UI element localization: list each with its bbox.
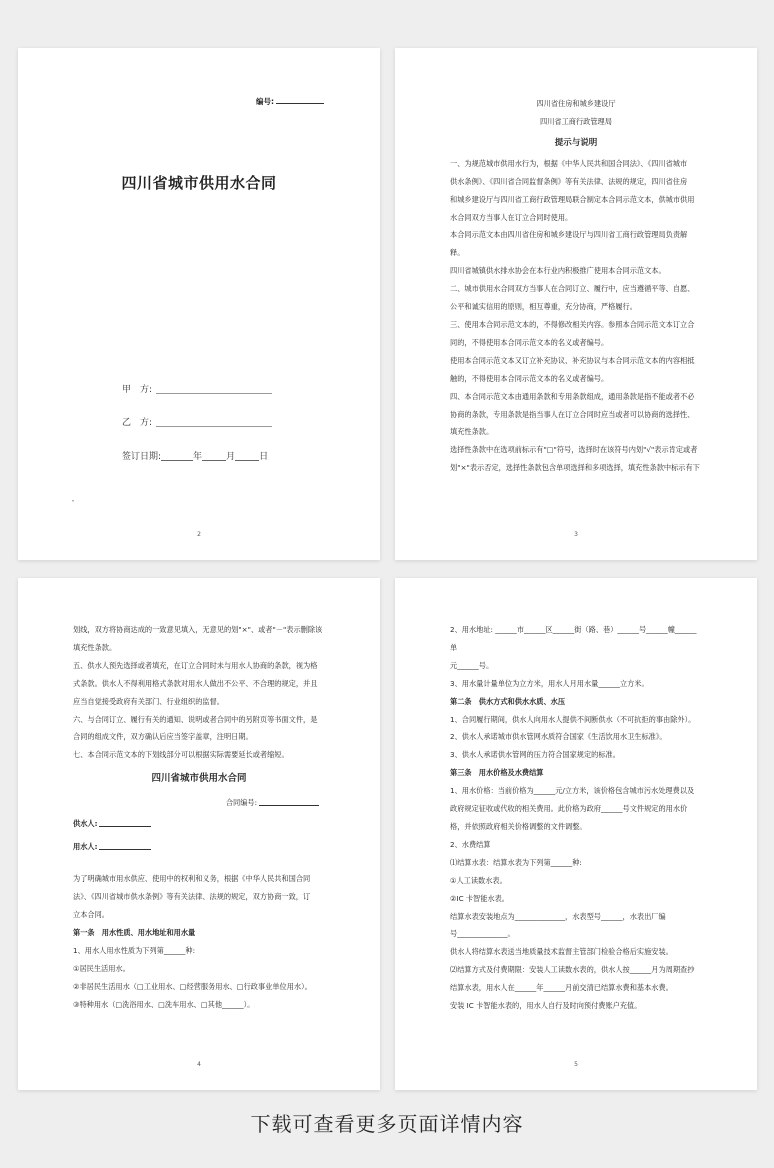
notes-line: 一、为规范城市供用水行为，根据《中华人民共和国合同法》、《四川省城市 — [450, 158, 688, 168]
article-1-title: 第一条 用水性质、用水地址和用水量 — [73, 927, 196, 937]
notes-line: 七、本合同示范文本的下划线部分可以根据实际需要延长或者缩短。 — [73, 750, 289, 760]
notes-line: 应当自觉接受政府有关部门、行业组织的监督。 — [73, 696, 224, 706]
notes-line: 二、城市供用水合同双方当事人在合同订立、履行中，应当遵循平等、自愿、 — [450, 284, 695, 294]
download-more-caption: 下载可查看更多页面详情内容 — [250, 1112, 524, 1136]
page-number: 3 — [574, 531, 578, 538]
contract-body — [73, 621, 325, 1013]
year-label: 年 — [193, 452, 203, 462]
notes-line: 协商的条款，专用条款是指当事人在订立合同时应当或者可以协商的选择性、 — [450, 409, 695, 419]
price-lines — [450, 782, 702, 1015]
notes-line: 三、使用本合同示范文本的，不得修改相关内容。参照本合同示范文本订立合 — [450, 319, 695, 329]
article-3-title: 第三条 用水价格及水费结算 — [450, 768, 544, 778]
party-b-line — [156, 426, 272, 427]
clause-line: ⑴结算水表：结算水表为下列第______种: — [450, 857, 582, 867]
notes-line: 六、与合同订立、履行有关的通知、说明或者合同中的另附页等书面文件，是 — [73, 714, 318, 724]
article-1-items — [73, 942, 325, 1014]
article-2-title: 第二条 供水方式和供水水质、水压 — [450, 696, 566, 706]
notes-line: 水合同双方当事人在订立合同时使用。 — [450, 212, 573, 222]
contract-number-label: 合同编号: — [225, 798, 257, 808]
clause-line: 2、水费结算 — [450, 839, 491, 849]
issuer-1: 四川省住房和城乡建设厅 — [536, 99, 616, 108]
month-label: 月 — [226, 452, 236, 462]
document-page-cover — [18, 48, 380, 560]
clause-line: 政府规定征收或代收的相关费用。此价格为政府______号文件规定的用水价 — [450, 804, 688, 814]
clause-line: ⑵结算方式及付费期限：安装人工读数水表的，供水人按______月为周期查抄 — [450, 965, 695, 975]
supply-lines — [450, 711, 702, 765]
notes-line: 五、供水人预先选择或者填充，在订立合同时未与用水人协商的条款，视为格 — [73, 660, 318, 670]
notes-lines — [450, 155, 702, 477]
clause-line: 2、供水人承诺城市供水管网水质符合国家《生活饮用水卫生标准》。 — [450, 732, 667, 742]
notes-line: 四、本合同示范文本由通用条款和专用条款组成，通用条款是指不能或者不必 — [450, 391, 695, 401]
clause-line: 结算水表安装地点为______________，水表型号______，水表出厂编 — [450, 911, 666, 921]
notes-line: 公平和诚实信用的原则，相互尊重，充分协商，严格履行。 — [450, 302, 637, 312]
issuer-2: 四川省工商行政管理局 — [540, 116, 612, 126]
preamble-lines — [73, 870, 325, 924]
contract-title: 四川省城市供用水合同 — [151, 773, 247, 785]
clause-line: 号______________。 — [450, 929, 515, 939]
clause-line: ②非居民生活用水（□工业用水、□经营服务用水、□行政事业单位用水）。 — [73, 981, 312, 991]
notes-line: 和城乡建设厅与四川省工商行政管理局联合制定本合同示范文本，供城市供用 — [450, 194, 695, 204]
clause-line: 格，并依照政府相关价格调整的文件调整。 — [450, 821, 587, 831]
clause-line: 供水人将结算水表送当地质量技术监督主管部门检验合格后实施安装。 — [450, 947, 673, 957]
page-mark: " — [72, 500, 75, 506]
serial-number-field — [256, 96, 324, 107]
notes-line: 释。 — [450, 248, 465, 258]
notes-line: 划线，双方将协商达成的一致意见填入，无意见的划"×"、或者"－"表示删除该 — [73, 625, 323, 634]
preamble-line: 为了明确城市用水供应、使用中的权利和义务，根据《中华人民共和国合同 — [73, 874, 311, 884]
clause-line: 安装 IC 卡智能水表的，用水人自行及时向预付费账户充值。 — [450, 1001, 642, 1011]
clause-line: 1、用水价格：当前价格为______元/立方米，该价格包含城市污水处理费以及 — [450, 786, 695, 796]
cover-title: 四川省城市供用水合同 — [121, 174, 277, 192]
notes-line: 四川省城镇供水排水协会在本行业内积极推广使用本合同示范文本。 — [450, 266, 666, 276]
user-label: 用水人: — [73, 842, 98, 852]
party-a-line — [156, 393, 272, 394]
clause-line: 1、合同履行期间，供水人向用水人提供不间断供水（不可抗拒的事由除外）。 — [450, 714, 696, 724]
clause-line: 元______号。 — [450, 660, 494, 670]
clause-line: ①居民生活用水。 — [73, 963, 130, 973]
contract-number-field — [73, 794, 325, 812]
contract-continued-body — [450, 621, 702, 1015]
clause-line: 结算水表，用水人在______年______月前交清已结算水费和基本水费。 — [450, 983, 673, 993]
page-number: 2 — [197, 531, 201, 538]
page-number: 4 — [197, 1061, 201, 1068]
clause-line: ②IC 卡智能水表。 — [450, 893, 509, 903]
sign-date-label: 签订日期: — [122, 452, 162, 462]
clause-line: 1、用水人用水性质为下列第______种: — [73, 945, 195, 955]
supplier-field — [73, 812, 325, 836]
notes-line: 本合同示范文本由四川省住房和城乡建设厅与四川省工商行政管理局负责解 — [450, 230, 688, 240]
preamble-line: 立本合同。 — [73, 909, 109, 919]
serial-number-label: 编号: — [256, 97, 274, 106]
notes-line: 式条款。供水人不得利用格式条款对用水人做出不公平、不合理的规定，并且 — [73, 678, 318, 688]
notes-heading: 提示与说明 — [554, 137, 598, 148]
notes-line: 选择性条款中在选项前标示有"□"符号，选择时在该符号内划"√"表示肯定或者 — [450, 445, 698, 455]
notes-line: 填充性条款。 — [450, 427, 494, 437]
clause-line: 3、供水人承诺供水管网的压力符合国家规定的标准。 — [450, 750, 620, 760]
clause-line: ①人工读数水表。 — [450, 875, 507, 885]
notes-line: 供水条例》、《四川省合同监督条例》等有关法律、法规的规定，四川省住房 — [450, 176, 688, 186]
notes-line: 合同的组成文件，双方确认后应当签字盖章，注明日期。 — [73, 732, 253, 742]
party-b-label: 乙 方: — [122, 418, 153, 428]
notes-body — [450, 95, 702, 477]
preamble-line: 法》、《四川省城市供水条例》等有关法律、法规的规定，双方协商一致，订 — [73, 892, 311, 902]
page-number: 5 — [574, 1061, 578, 1068]
document-page-contract-continued — [395, 578, 757, 1090]
document-page-notes — [395, 48, 757, 560]
clause-line: 2、用水地址: ______市______区______街（路、巷）______号______幢______单 — [450, 625, 697, 652]
user-field — [73, 836, 325, 858]
address-lines — [450, 621, 702, 693]
clause-line: ③特种用水（□洗浴用水、□洗车用水、□其他______）。 — [73, 999, 255, 1009]
notes-line: 划"×"表示否定，选择性条款包含单项选择和多项选择，填充性条款中标示有下 — [450, 463, 700, 473]
party-a-label: 甲 方: — [122, 385, 153, 395]
party-b-field — [122, 415, 272, 428]
notes-continued-lines — [73, 621, 325, 764]
notes-line: 触的，不得使用本合同示范文本的名义或者编号。 — [450, 373, 609, 383]
notes-line: 使用本合同示范文本又订立补充协议、补充协议与本合同示范文本的内容相抵 — [450, 355, 695, 365]
notes-line: 同的，不得使用本合同示范文本的名义或者编号。 — [450, 337, 609, 347]
serial-number-line — [276, 103, 324, 104]
sign-date-field — [122, 449, 268, 462]
supplier-label: 供水人: — [73, 819, 98, 829]
day-label: 日 — [259, 452, 269, 462]
notes-line: 填充性条款。 — [73, 642, 117, 652]
document-page-contract-start — [18, 578, 380, 1090]
party-a-field — [122, 382, 272, 395]
clause-line: 3、用水量计量单位为立方米，用水人月用水量______立方米。 — [450, 678, 649, 688]
